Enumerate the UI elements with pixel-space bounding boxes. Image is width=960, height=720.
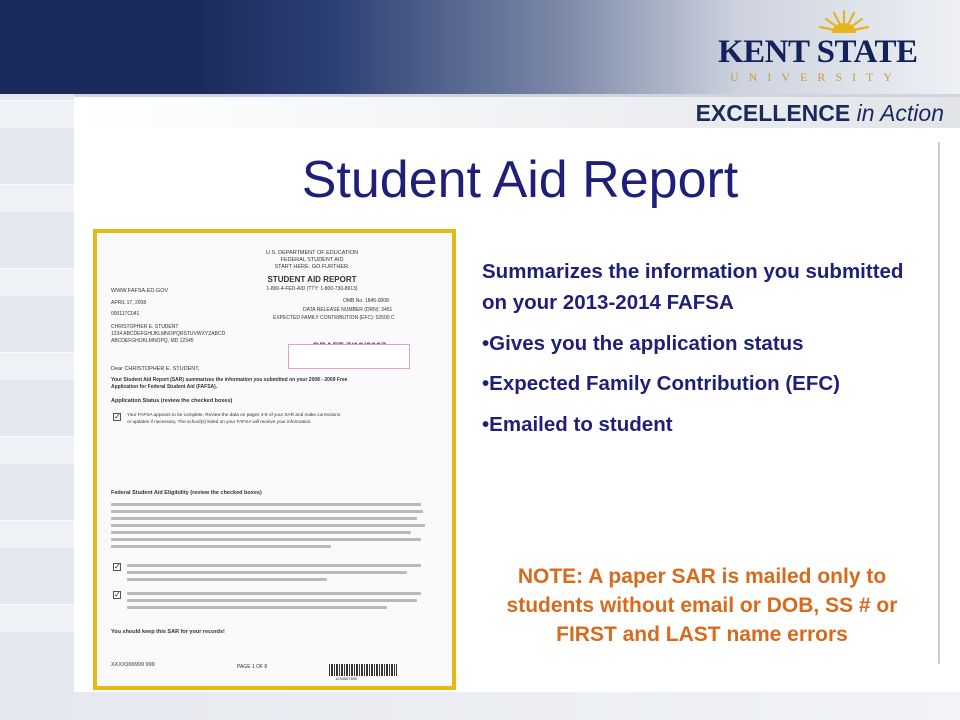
doc-text-line xyxy=(127,564,421,567)
doc-text-line xyxy=(111,531,411,534)
doc-dept-line2: FEDERAL STUDENT AID xyxy=(280,257,344,263)
rail-block xyxy=(0,520,74,548)
doc-phone: 1-800-4-FED-AID (TTY: 1-800-730-8913) xyxy=(266,286,358,292)
doc-text-line xyxy=(127,599,417,602)
doc-text-line xyxy=(111,538,421,541)
note-text: NOTE: A paper SAR is mailed only to students without email or DOB, SS # or FIRST and LAST name errors xyxy=(506,565,898,647)
doc-keep: You should keep this SAR for your records! xyxy=(111,629,225,635)
tagline-strong: EXCELLENCE xyxy=(695,100,851,126)
doc-efc: EXPECTED FAMILY CONTRIBUTION (EFC): 02500 C xyxy=(273,315,395,321)
sunburst-icon xyxy=(814,8,874,34)
banner-dark-block xyxy=(0,0,205,94)
doc-address1: 1234 ABCDEFGHIJKLMNOPQRSTUVWXYZABCD xyxy=(111,331,226,337)
doc-barcode-num: 1234567890 xyxy=(335,676,358,681)
doc-barcode xyxy=(329,664,397,676)
doc-highlight-box xyxy=(288,344,410,369)
vertical-divider xyxy=(938,142,940,664)
bullet-item: •Emailed to student xyxy=(482,413,673,436)
doc-check1: Your FAFSA appears to be complete. Review the data on pages 3-8 of your SAR and make corrections xyxy=(127,412,341,417)
doc-address2: ABCDEFGHIJKLMNOPQ, MD 12345 xyxy=(111,338,194,344)
doc-release: DATA RELEASE NUMBER (DRN): 3451 xyxy=(303,307,393,313)
intro-text: Summarizes the information you submitted on your 2013-2014 FAFSA xyxy=(482,260,904,314)
university-logo xyxy=(718,8,950,92)
logo-wordmark: KENT STATE xyxy=(718,34,918,70)
bullet-list xyxy=(482,257,922,451)
bullet-item: •Gives you the application status xyxy=(482,331,804,355)
doc-text-line xyxy=(127,592,421,595)
doc-eligibility: Federal Student Aid Eligibility (review the checked boxes) xyxy=(111,490,262,496)
rail-block xyxy=(0,184,74,212)
tagline-italic: in Action xyxy=(856,100,944,126)
doc-dear: Dear CHRISTOPHER E. STUDENT, xyxy=(111,366,200,372)
slide-title: Student Aid Report xyxy=(301,151,739,209)
doc-text-line xyxy=(111,517,417,520)
doc-date: APRIL 17, 2008 xyxy=(111,300,147,306)
doc-dept-line1: U.S. DEPARTMENT OF EDUCATION xyxy=(265,250,359,256)
sar-document-frame xyxy=(93,229,456,690)
header-banner xyxy=(0,0,960,94)
doc-intro1: Your Student Aid Report (SAR) summarizes the information you submitted on your 2008 - 2009 Free xyxy=(111,377,348,383)
bottom-strip xyxy=(74,692,960,720)
doc-dept-line3: START HERE. GO FURTHER. xyxy=(274,264,350,270)
tagline xyxy=(696,100,944,127)
doc-website: WWW.FAFSA.ED.GOV xyxy=(111,288,169,294)
tagline-bar xyxy=(74,94,960,128)
rail-block xyxy=(0,436,74,464)
doc-checkbox-checked: ✓ xyxy=(114,412,121,421)
doc-text-line xyxy=(127,578,327,581)
doc-name: CHRISTOPHER E. STUDENT xyxy=(111,324,179,330)
doc-title: STUDENT AID REPORT xyxy=(267,275,357,284)
doc-text-line xyxy=(111,545,331,548)
doc-text-line xyxy=(111,524,425,527)
doc-text-line xyxy=(111,510,423,513)
doc-checkbox-checked: ✓ xyxy=(114,590,121,599)
sar-document-image xyxy=(97,233,452,686)
rail-block xyxy=(0,352,74,380)
doc-id: 000117C041 xyxy=(111,311,140,317)
left-rail xyxy=(0,94,74,720)
doc-text-line xyxy=(111,503,421,506)
rail-block xyxy=(0,268,74,296)
doc-checkbox-checked: ✓ xyxy=(114,562,121,571)
doc-intro2: Application for Federal Student Aid (FAFSA). xyxy=(111,384,218,390)
bullet-item: •Expected Family Contribution (EFC) xyxy=(482,372,840,396)
doc-text-line xyxy=(127,571,407,574)
doc-app-status: Application Status (review the checked boxes) xyxy=(111,398,233,404)
rail-block xyxy=(0,604,74,632)
doc-check1b: or updates if necessary. The school(s) listed on your FAFSA will receive your information. xyxy=(127,419,312,424)
doc-text-line xyxy=(127,606,387,609)
rail-block xyxy=(0,100,74,128)
logo-subtitle: UNIVERSITY xyxy=(730,70,902,84)
doc-omb: OMB No. 1845-0008 xyxy=(343,298,389,304)
doc-footer-page: PAGE 1 OF 8 xyxy=(237,664,268,670)
doc-footer-id: XXXX999999 999 xyxy=(111,662,155,668)
